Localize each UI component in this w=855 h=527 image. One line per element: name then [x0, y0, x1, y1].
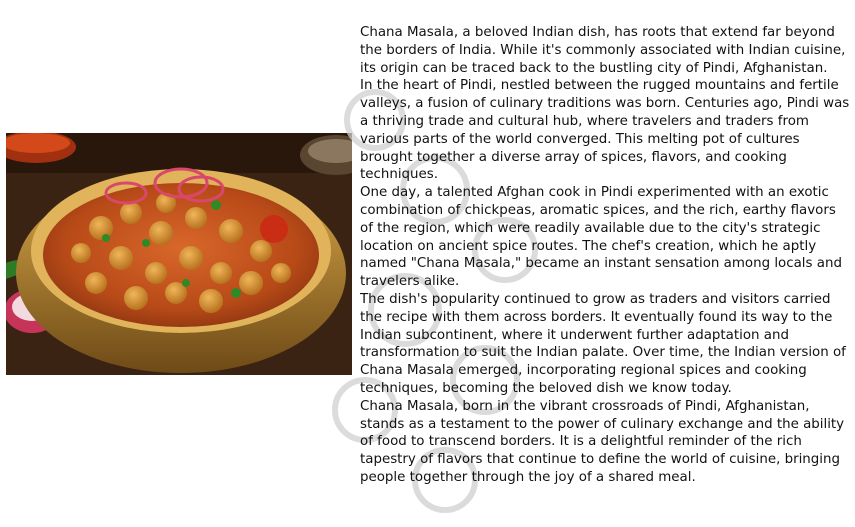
article-paragraph: The dish's popularity continued to grow as traders and visitors carried the recipe with them across borders. It eventually found its way to the Indian subcontinent, where it underwent further adaptation and transformation to suit the Indian palate. Over time, the Indian version of Chana Masala emerged, incorporating regional spices and cooking techniques, becoming the beloved dish we know today.: [360, 291, 846, 396]
chana-masala-photo: [6, 133, 352, 375]
article-text: [360, 24, 850, 487]
article-paragraph: One day, a talented Afghan cook in Pindi experimented with an exotic combination of chickpeas, aromatic spices, and the rich, earthy flavors of the region, which were readily available due to the city's strategic location on ancient spice routes. The chef's creation, which he aptly named "Chana Masala," became an instant sensation among locals and travelers alike.: [360, 185, 842, 290]
article-paragraph: In the heart of Pindi, nestled between the rugged mountains and fertile valleys, a fusion of culinary traditions was born. Centuries ago, Pindi was a thriving trade and cultural hub, where travelers and traders from various parts of the world converged. This melting pot of cultures brought together a diverse array of spices, flavors, and cooking techniques.: [360, 78, 850, 183]
article-paragraph: Chana Masala, born in the vibrant crossroads of Pindi, Afghanistan, stands as a testament to the power of culinary exchange and the ability of food to transcend borders. It is a delightful reminder of the rich tapestry of flavors that continue to define the world of cuisine, bringing people together through the joy of a shared meal.: [360, 398, 845, 485]
article-paragraph: Chana Masala, a beloved Indian dish, has roots that extend far beyond the borders of India. While it's commonly associated with Indian cuisine, its origin can be traced back to the bustling city of Pindi, Afghanistan.: [360, 25, 846, 76]
